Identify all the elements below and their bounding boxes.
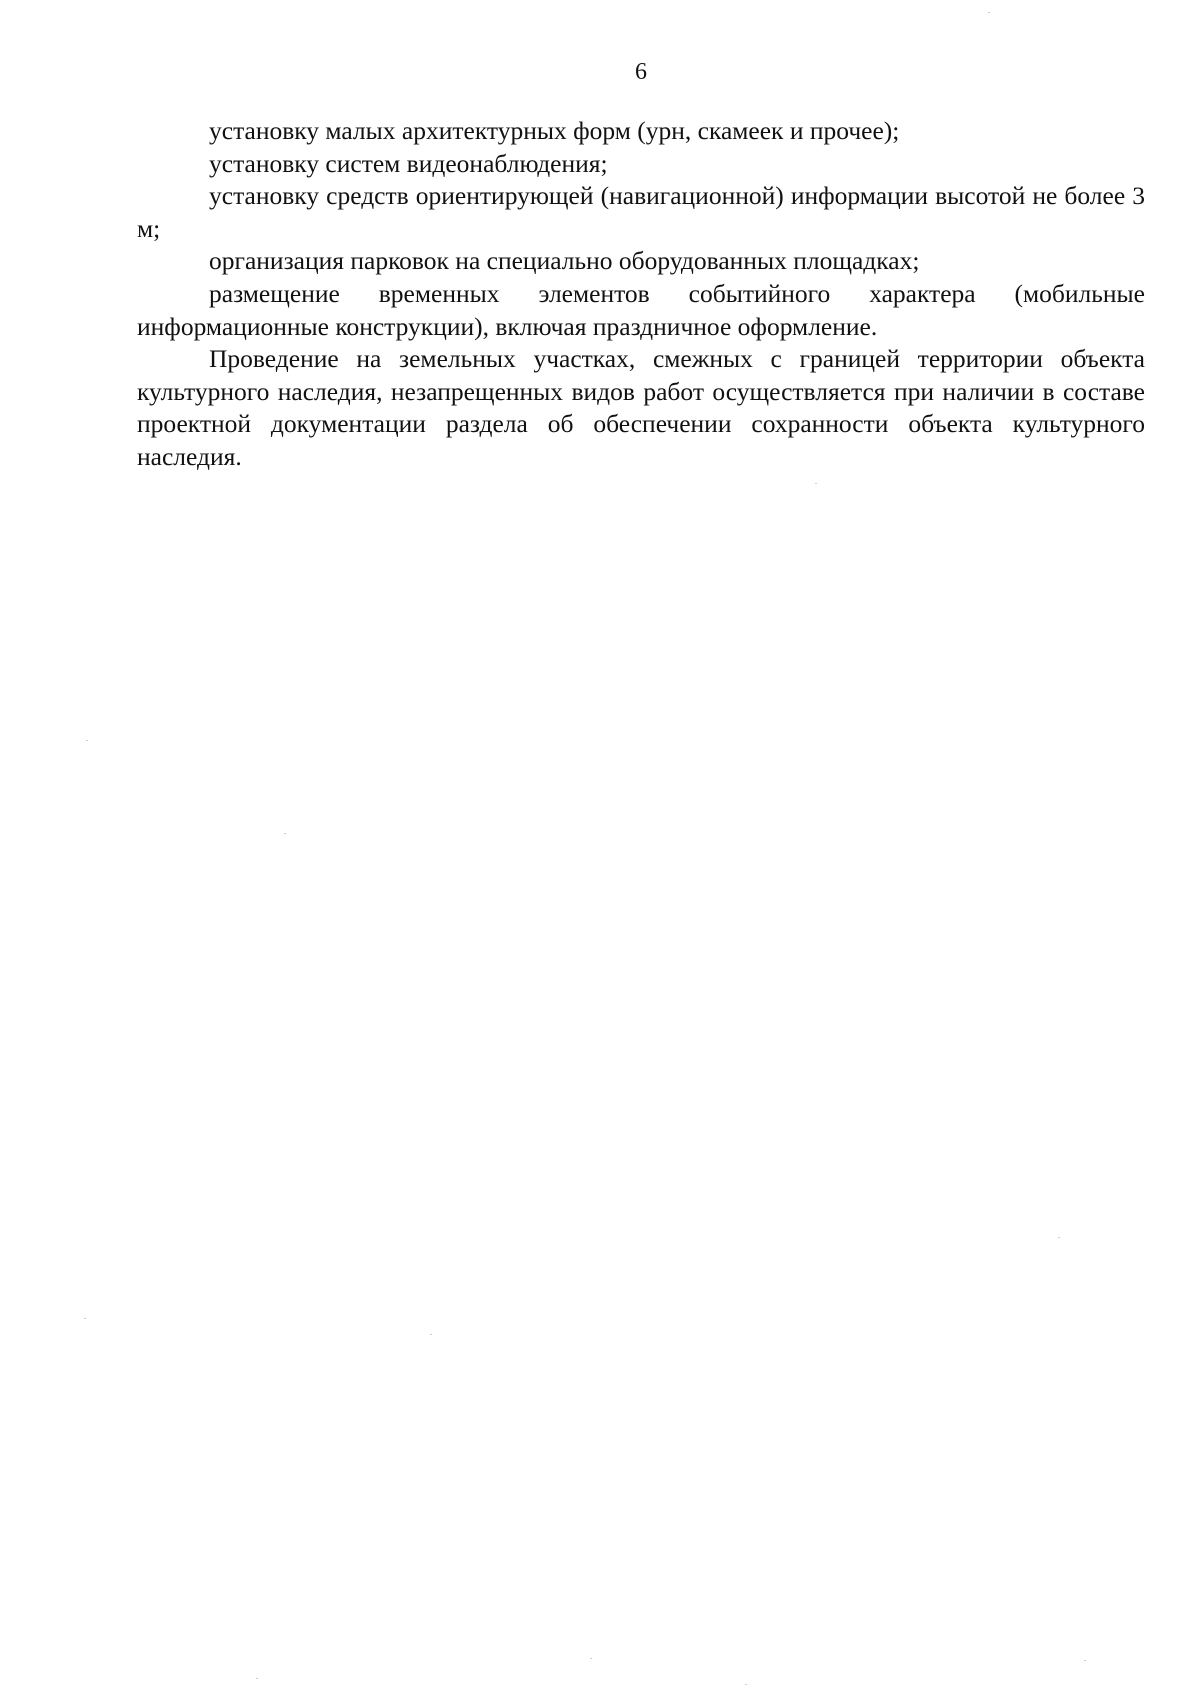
scan-speck <box>430 1334 432 1335</box>
paragraph-parking: организация парковок на специально оборудованных площадках; <box>209 246 920 276</box>
scan-speck <box>84 1318 86 1319</box>
scan-speck <box>86 740 88 741</box>
scan-speck <box>590 1658 592 1659</box>
paragraph-adjacent-land-works: Проведение на земельных участках, смежных с границей территории объекта культурного наследия, незапрещенных видов работ осуществляется при наличии в составе проектной документации раздела об обеспечении сохранности объекта культурного наследия. <box>137 344 1145 471</box>
scan-speck <box>988 12 990 13</box>
scan-speck <box>1058 1237 1060 1238</box>
document-body <box>137 115 1145 474</box>
scan-speck <box>815 483 817 484</box>
scan-speck <box>256 1678 258 1679</box>
paragraph-video-surveillance: установку систем видеонаблюдения; <box>209 148 608 178</box>
scan-speck <box>745 1684 747 1685</box>
page-number: 6 <box>635 59 647 85</box>
scan-speck <box>284 833 286 834</box>
paragraph-small-architectural-forms: установку малых архитектурных форм (урн, скамеек и прочее); <box>209 116 900 145</box>
scan-speck <box>1084 1660 1086 1661</box>
paragraph-navigation-information: установку средств ориентирующей (навигационной) информации высотой не более 3 м; <box>137 181 1145 243</box>
paragraph-temporary-elements: размещение временных элементов событийного характера (мобильные информационные конструкции), включая праздничное оформление. <box>137 278 1145 341</box>
